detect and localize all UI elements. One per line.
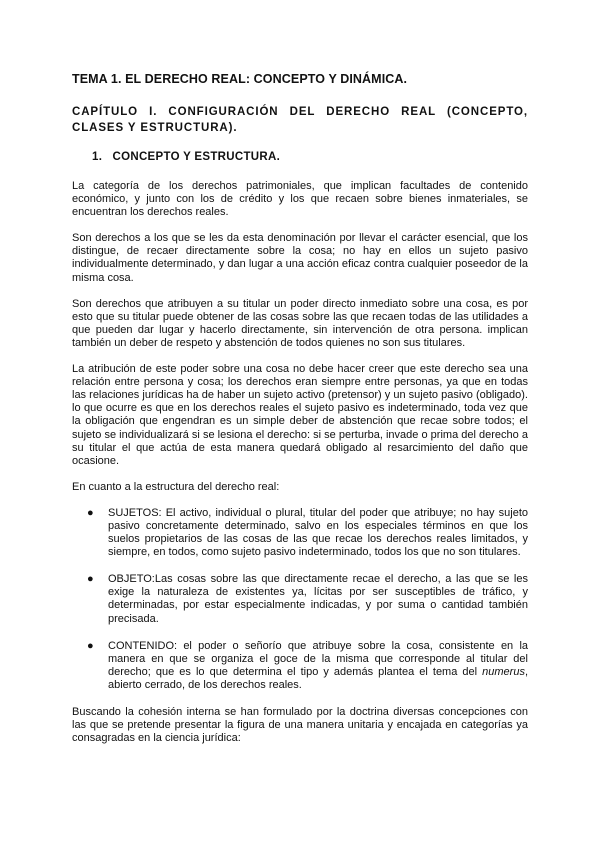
list-item-text: OBJETO:Las cosas sobre las que directamente recae el derecho, a las que se les exige la naturaleza de existentes ya, lícitas por ser susceptibles de tráfico, y determinadas, por estar especialmente indicadas, y por suma o cantidad también precisada. <box>108 573 528 625</box>
list-item-text: CONTENIDO: el poder o señorío que atribuye sobre la cosa, consistente en la manera en que se organiza el goce de la misma que corresponde al titular del derecho; que es lo que determina el tipo y además plantea el tema del <box>108 639 528 678</box>
list-item-objeto <box>72 573 528 625</box>
bullet-icon: ● <box>87 639 94 652</box>
section-title: CONCEPTO Y ESTRUCTURA. <box>112 151 281 163</box>
section-number: 1. <box>92 151 103 163</box>
list-item-contenido <box>72 640 528 692</box>
document-title: TEMA 1. EL DERECHO REAL: CONCEPTO Y DINÁMICA. <box>72 72 408 86</box>
chapter-heading: CAPÍTULO I. CONFIGURACIÓN DEL DERECHO REAL (CONCEPTO, CLASES Y ESTRUCTURA). <box>72 106 528 134</box>
bullet-icon: ● <box>87 506 94 519</box>
paragraph: Son derechos que atribuyen a su titular un poder directo inmediato sobre una cosa, es por esto que su titular puede obtener de las cosas sobre las que recaen todas de las utilidades a que pueden dar lugar y hacerlo directamente, sin intervención de otra persona. implican también un deber de respeto y abstención de todos quienes no son sus titulares. <box>72 297 528 349</box>
structure-list <box>72 507 528 692</box>
paragraph: La atribución de este poder sobre una cosa no debe hacer creer que este derecho sea una relación entre persona y cosa; los derechos eran siempre entre personas, ya que en todas las relaciones jurídicas ha de haber un sujeto activo (pretensor) y un sujeto pasivo (obligado). lo que ocurre es que en los derechos reales el sujeto pasivo es indeterminado, toda vez que la obligación que engendran es un simple deber de abstención que recae sobre todos; el sujeto se individualizará si se lesiona el derecho: si se perturba, invade o prima del derecho a su titular el que actúa de esta manera quedará obligado al resarcimiento del daño que ocasione. <box>72 363 528 467</box>
closing-paragraph: Buscando la cohesión interna se han formulado por la doctrina diversas concepciones con las que se pretende presentar la figura de una manera unitaria y encajada en categorías ya consagradas en la ciencia jurídica: <box>72 706 528 745</box>
paragraph: Son derechos a los que se les da esta denominación por llevar el carácter esencial, que los distingue, de recaer directamente sobre la cosa; no hay en ellos un sujeto pasivo individualmente determinado, y dan lugar a una acción eficaz contra cualquier poseedor de la misma cosa. <box>72 232 528 284</box>
paragraph: En cuanto a la estructura del derecho real: <box>72 480 280 493</box>
paragraph: La categoría de los derechos patrimoniales, que implican facultades de contenido económico, y junto con los de crédito y los que recaen sobre bienes inmateriales, se encuentran los derechos reales. <box>72 180 528 219</box>
bullet-icon: ● <box>87 573 94 586</box>
list-item-sujetos <box>72 507 528 559</box>
list-item-text: SUJETOS: El activo, individual o plural, titular del poder que atribuye; no hay sujeto pasivo concretamente determinado, salvo en los especiales términos en que los suelos propietarios de las cosas de las que recae los derechos reales limitados, y siempre, en todos, como sujeto pasivo indeterminado, todos los que no son titulares. <box>108 506 528 559</box>
document-body <box>72 180 528 758</box>
section-heading <box>92 151 492 163</box>
italic-term: numerus <box>482 665 525 678</box>
list-item-text-end: , abierto cerrado, de los derechos reales. <box>108 665 528 691</box>
